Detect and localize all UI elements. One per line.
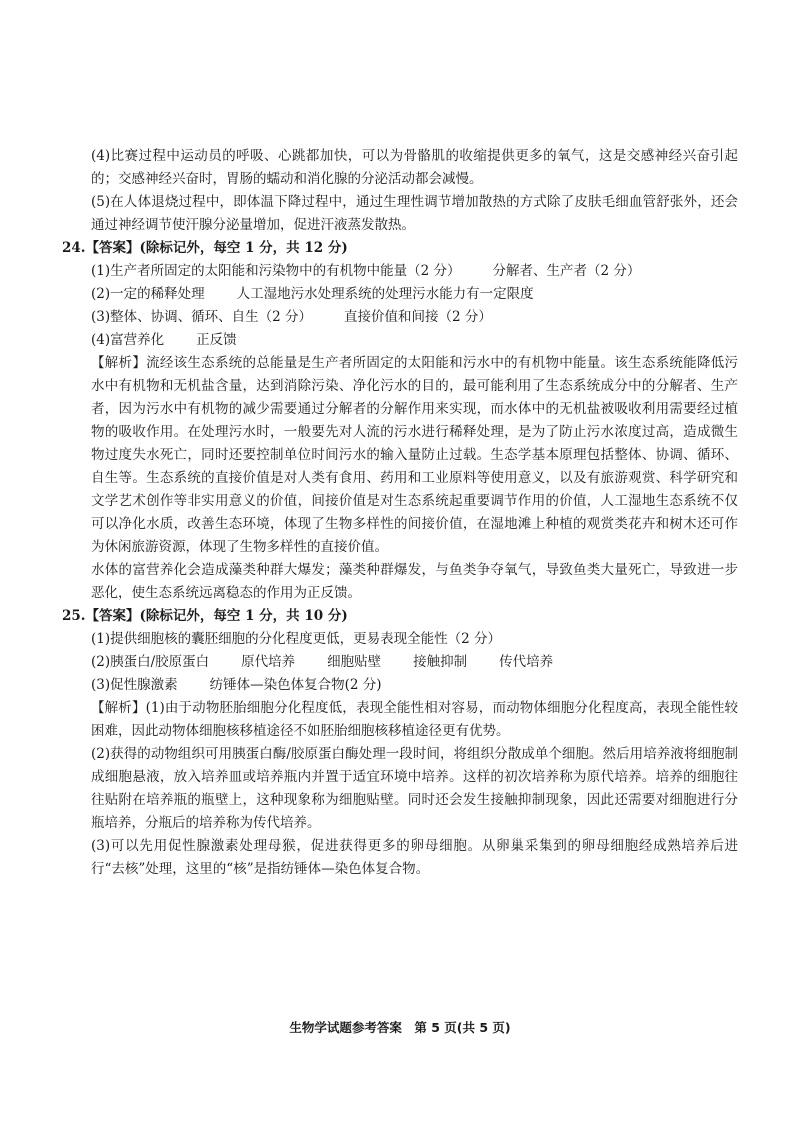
q23-part5: (5)在人体退烧过程中，即体温下降过程中，通过生理性调节增加散热的方式除了皮肤毛细血管舒张外，还会通过神经调节使汗腺分泌量增加，促进汗液蒸发散热。	[91, 194, 738, 233]
q24-header: 24.【答案】(除标记外，每空 1 分，共 12 分)	[62, 240, 348, 256]
q25-answer-2e: 传代培养	[499, 654, 554, 670]
q25-answer-3b: 纺锤体—染色体复合物(2 分)	[209, 677, 382, 693]
q25-answer-2c: 细胞贴壁	[327, 654, 382, 670]
q24-answer-1b: 分解者、生产者（2 分）	[492, 263, 641, 279]
q24-answer-4b: 正反馈	[196, 332, 237, 348]
q25-answer-2b: 原代培养	[241, 654, 296, 670]
page-content	[62, 145, 738, 881]
q25-answer-3	[62, 674, 738, 697]
page-footer: 生物学试题参考答案 第 5 页(共 5 页)	[289, 1020, 511, 1035]
q24-answer-4a: (4)富营养化	[91, 332, 165, 348]
q25-answer-2d: 接触抑制	[413, 654, 468, 670]
q25-analysis-2: (2)获得的动物组织可用胰蛋白酶/胶原蛋白酶处理一段时间，将组织分散成单个细胞。然后用培养液将细胞制成细胞悬液，放入培养皿或培养瓶内并置于适宜环境中培养。这样的初次培养称为原代培养。培养的细胞往往贴附在培养瓶的瓶壁上，这种现象称为细胞贴壁。同时还会发生接触抑制现象，因此还需要对细胞进行分瓶培养，分瓶后的培养称为传代培养。	[91, 746, 738, 831]
q25-answer-1: (1)提供细胞核的囊胚细胞的分化程度更低，更易表现全能性（2 分）	[91, 631, 502, 647]
q25-answer-2a: (2)胰蛋白/胶原蛋白	[91, 654, 210, 670]
q25-answer-2	[62, 651, 738, 674]
q24-answer-3a: (3)整体、协调、循环、自生（2 分）	[91, 309, 313, 325]
q24-answer-2	[62, 283, 738, 306]
q25-answer-3a: (3)促性腺激素	[91, 677, 178, 693]
q24-answer-3	[62, 306, 738, 329]
q25-analysis-1: 【解析】(1)由于动物胚胎细胞分化程度低，表现全能性相对容易，而动物体细胞分化程度高，表现全能性较困难，因此动物体细胞核移植途径不如胚胎细胞核移植途径更有优势。	[91, 700, 738, 739]
q24-answer-2b: 人工湿地污水处理系统的处理污水能力有一定限度	[236, 286, 534, 302]
q24-answer-4	[62, 329, 738, 352]
q25-header: 25.【答案】(除标记外，每空 1 分，共 10 分)	[62, 608, 348, 624]
q25-analysis-3: (3)可以先用促性腺激素处理母猴，促进获得更多的卵母细胞。从卵巢采集到的卵母细胞经成熟培养后进行“去核”处理，这里的“核”是指纺锤体—染色体复合物。	[91, 838, 738, 877]
q24-answer-1a: (1)生产者所固定的太阳能和污染物中的有机物中能量（2 分）	[91, 263, 461, 279]
q24-answer-2a: (2)一定的稀释处理	[91, 286, 205, 302]
q24-answer-1	[62, 260, 738, 283]
q24-answer-3b: 直接价值和间接（2 分）	[344, 309, 492, 325]
q24-analysis-1: 【解析】流经该生态系统的总能量是生产者所固定的太阳能和污水中的有机物中能量。该生态系统能降低污水中有机物和无机盐含量，达到消除污染、净化污水的目的，最可能利用了生态系统成分中的分解者、生产者，因为污水中有机物的减少需要通过分解者的分解作用来实现，而水体中的无机盐被吸收利用需要经过植物的吸收作用。在处理污水时，一般要先对人流的污水进行稀释处理，是为了防止污水浓度过高，造成微生物过度失水死亡，同时还要控制单位时间污水的输入量防止过载。生态学基本原理包括整体、协调、循环、自生等。生态系统的直接价值是对人类有食用、药用和工业原料等使用意义，以及有旅游观赏、科学研究和文学艺术创作等非实用意义的价值，间接价值是对生态系统起重要调节作用的价值，人工湿地生态系统不仅可以净化水质，改善生态环境，体现了生物多样性的间接价值，在湿地滩上种植的观赏类花卉和树木还可作为休闲旅游资源，体现了生物多样性的直接价值。	[91, 355, 738, 555]
q24-analysis-2: 水体的富营养化会造成藻类种群大爆发；藻类种群爆发，与鱼类争夺氧气，导致鱼类大量死亡，导致进一步恶化，使生态系统远离稳态的作用为正反馈。	[91, 562, 738, 601]
q23-part4: (4)比赛过程中运动员的呼吸、心跳都加快，可以为骨骼肌的收缩提供更多的氧气，这是交感神经兴奋引起的；交感神经兴奋时，胃肠的蠕动和消化腺的分泌活动都会减慢。	[91, 148, 738, 187]
